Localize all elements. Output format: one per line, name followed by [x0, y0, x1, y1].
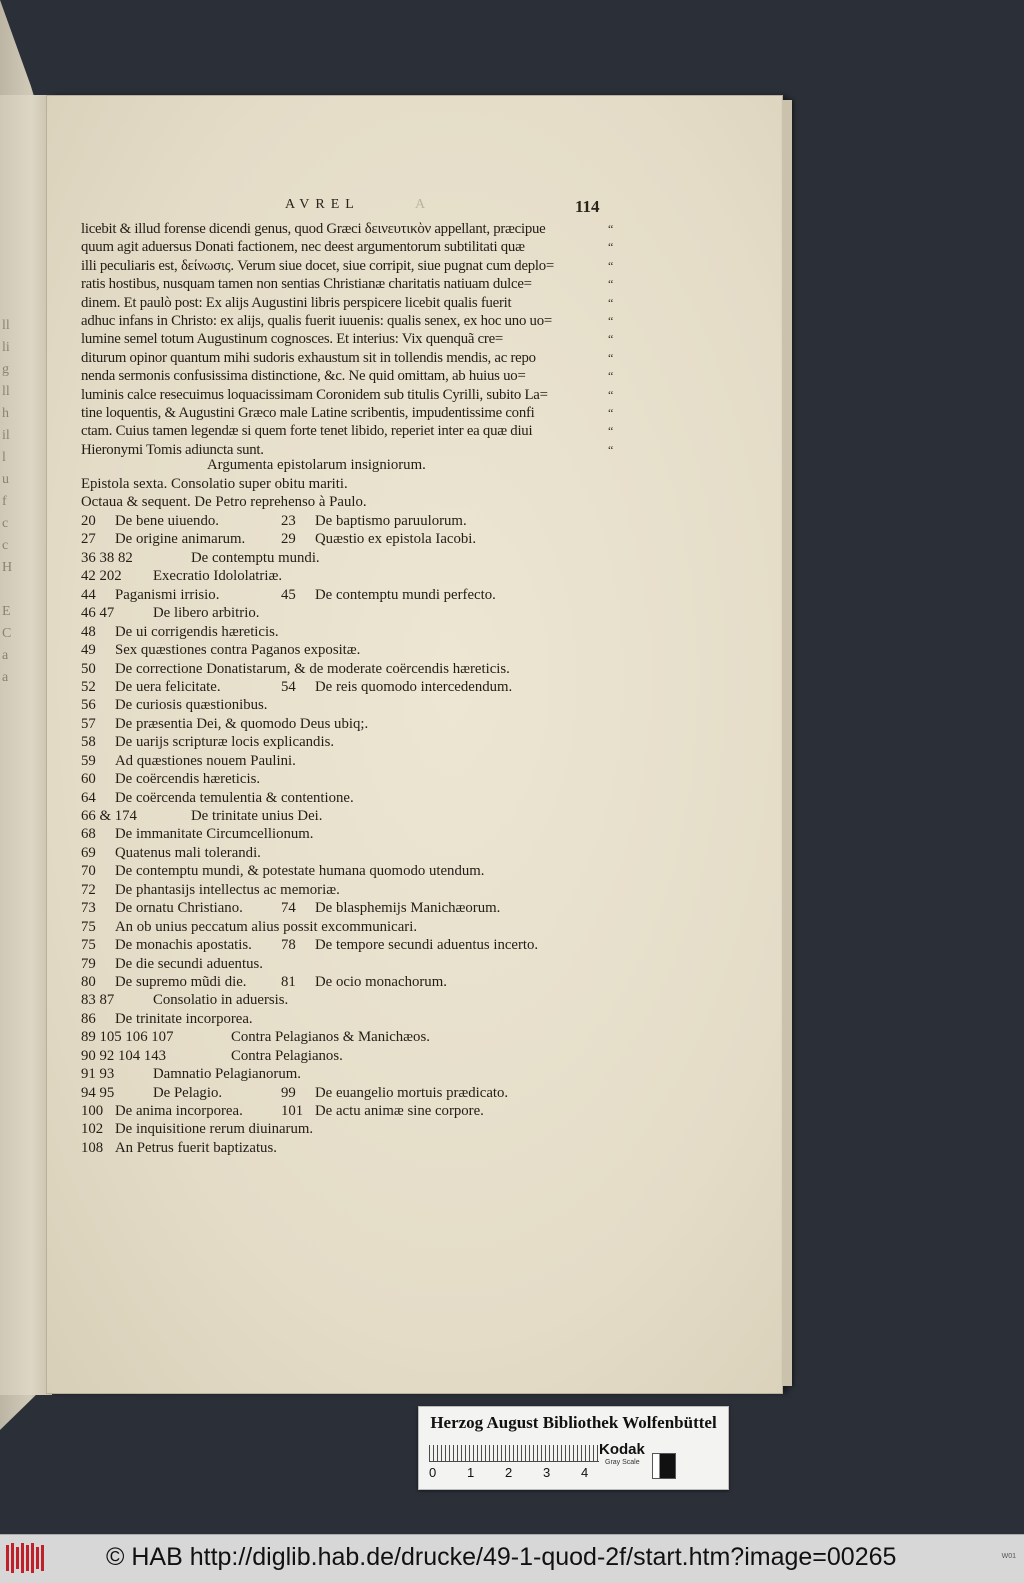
list-item [81, 604, 621, 622]
epistle-number: 75 [81, 937, 96, 954]
list-item [81, 567, 621, 585]
quotation-mark: “ [608, 222, 614, 236]
list-item [81, 660, 621, 678]
ruler-label: 2 [505, 1465, 513, 1480]
list-item [81, 715, 621, 733]
paragraph-line: tine loquentis, & Augustini Græco male Latine scribentis, impudentissime confi [81, 404, 535, 421]
epistle-topic: De actu animæ sine corpore. [315, 1103, 484, 1119]
quotation-mark: “ [608, 369, 614, 384]
epistle-topic: De trinitate incorporea. [115, 1010, 253, 1027]
epistle-number: 49 [81, 642, 96, 659]
list-item [81, 696, 621, 714]
gray-swatch [652, 1453, 676, 1479]
quotation-mark: “ [608, 350, 614, 365]
epistle-topic: Contra Pelagianos. [231, 1047, 343, 1064]
epistle-topic: Ad quæstiones nouem Paulini. [115, 752, 296, 769]
quotation-mark: “ [608, 332, 614, 347]
epistle-number: 20 [81, 513, 96, 529]
epistle-number: 46 47 [81, 605, 115, 622]
hab-logo-icon [4, 1541, 46, 1575]
epistle-topic: De contemptu mundi. [191, 549, 320, 566]
epistle-topic: De anima incorporea. [115, 1103, 243, 1119]
epistle-topic: De coërcendis hæreticis. [115, 771, 261, 788]
epistle-topic: Contra Pelagianos & Manichæos. [231, 1029, 430, 1046]
epistle-topic: De origine animarum. [115, 531, 246, 548]
list-item [81, 899, 621, 917]
paragraph-line: luminis calce resecuimus loquacissimam Coronidem sub titulis Cyrilli, subito La= [81, 386, 548, 403]
page-number: 114 [575, 197, 600, 216]
quotation-mark: “ [608, 240, 614, 255]
epistle-number: 99 [281, 1084, 296, 1101]
epistle-number: 83 87 [81, 992, 115, 1009]
color-calibration-target [418, 1406, 729, 1490]
arguments-heading: Argumenta epistolarum insigniorum. [207, 457, 426, 473]
epistle-number: 66 & 174 [81, 808, 137, 824]
epistle-number: 108 [81, 1139, 104, 1156]
epistle-topic: De uarijs scripturæ locis explicandis. [115, 734, 335, 751]
epistle-argument-list [81, 512, 621, 1157]
epistle-number: 89 105 106 107 [81, 1029, 174, 1046]
list-item [81, 1065, 621, 1083]
epistle-number: 58 [81, 734, 96, 751]
epistle-number: 100 [81, 1103, 104, 1119]
paragraph-line: illi peculiaris est, δείνωσις. Verum siue docet, siue corripit, siue pugnat cum deplo= [81, 257, 555, 274]
ruler-label: 4 [581, 1465, 589, 1480]
quoted-paragraph [81, 220, 621, 459]
paragraph-line: dinem. Et paulò post: Ex alijs Augustini libris perspicere licebit qualis fuerit [81, 294, 512, 311]
footer-small-mark: W01 [1001, 1553, 1016, 1560]
epistle-topic: De contemptu mundi, & potestate humana quomodo utendum. [115, 863, 485, 880]
epistle-number: 44 [81, 586, 96, 603]
epistle-number: 73 [81, 900, 96, 917]
epistle-topic: De inquisitione rerum diuinarum. [115, 1121, 314, 1138]
epistle-topic: De baptismo paruulorum. [315, 513, 467, 529]
list-item [81, 807, 621, 825]
paragraph-line: Hieronymi Tomis adiuncta sunt. [81, 441, 264, 458]
paragraph-line: quum agit aduersus Donati factionem, nec deest argumentorum subtilitati quæ [81, 239, 525, 256]
epistle-topic: Execratio Idololatriæ. [153, 568, 283, 585]
epistle-number: 102 [81, 1121, 104, 1138]
epistle-topic: De curiosis quæstionibus. [115, 697, 268, 714]
paragraph-line: ratis hostibus, nusquam tamen non sentias Christianæ charitatis natiuam dulce= [81, 276, 532, 293]
quotation-mark: “ [608, 313, 614, 328]
epistle-number: 60 [81, 771, 96, 788]
epistle-number: 57 [81, 715, 96, 732]
paragraph-line: nenda sermonis confusissima distinctione, &c. Ne quid omittam, ab huius uo= [81, 368, 526, 385]
epistle-topic: De uera felicitate. [115, 678, 221, 695]
book-page [47, 96, 782, 1393]
epistle-number: 50 [81, 660, 96, 677]
list-item [81, 991, 621, 1009]
citation-url[interactable]: © HAB http://diglib.hab.de/drucke/49-1-quod-2f/start.htm?image=00265 [106, 1543, 897, 1571]
epistle-topic: De coërcenda temulentia & contentione. [115, 789, 354, 806]
list-item [81, 955, 621, 973]
intro-line: Octaua & sequent. De Petro reprehenso à Paulo. [81, 494, 367, 511]
quotation-mark: “ [608, 295, 614, 310]
list-item [81, 1102, 621, 1120]
epistle-number: 42 202 [81, 568, 122, 585]
epistle-number: 69 [81, 844, 96, 861]
ruler-label: 1 [467, 1465, 475, 1480]
list-item [81, 1084, 621, 1102]
quotation-mark: “ [608, 387, 614, 402]
epistle-number: 75 [81, 918, 96, 935]
paragraph-line: licebit & illud forense dicendi genus, quod Græci δεινευτικὸν appellant, præcipue [81, 221, 546, 237]
epistle-number: 52 [81, 678, 96, 695]
ruler-label: 3 [543, 1465, 551, 1480]
epistle-number: 27 [81, 531, 96, 548]
epistle-number: 29 [281, 531, 296, 548]
previous-page [0, 95, 52, 1395]
arguments-intro [81, 475, 367, 512]
epistle-topic: Quæstio ex epistola Iacobi. [315, 531, 477, 548]
epistle-topic: De monachis apostatis. [115, 937, 252, 954]
epistle-topic: An ob unius peccatum alius possit excommunicari. [115, 918, 418, 935]
previous-page-text-fragment: ll li g ll h il l u f c c H E C a a [2, 318, 13, 685]
epistle-topic: De die secundi aduentus. [115, 955, 263, 972]
epistle-number: 74 [281, 900, 296, 917]
kodak-logo: Kodak [599, 1441, 645, 1458]
epistle-number: 80 [81, 973, 96, 990]
quotation-mark: “ [608, 258, 614, 273]
list-item [81, 549, 621, 567]
running-header [47, 197, 782, 217]
list-item [81, 641, 621, 659]
epistle-topic: De libero arbitrio. [153, 605, 260, 622]
epistle-number: 79 [81, 955, 96, 972]
list-item [81, 918, 621, 936]
list-item [81, 1010, 621, 1028]
epistle-number: 64 [81, 789, 96, 806]
epistle-number: 56 [81, 697, 96, 714]
epistle-topic: Consolatio in aduersis. [153, 992, 289, 1009]
quotation-marks-column [608, 220, 622, 459]
ruler-label: 0 [429, 1465, 437, 1480]
footer-bar [0, 1534, 1024, 1583]
gray-scale-label: Gray Scale [605, 1459, 640, 1466]
epistle-topic: De bene uiuendo. [115, 513, 219, 529]
epistle-topic: Paganismi irrisio. [115, 586, 220, 603]
epistle-topic: De contemptu mundi perfecto. [315, 586, 496, 603]
epistle-number: 23 [281, 513, 296, 529]
epistle-topic: De blasphemijs Manichæorum. [315, 900, 501, 917]
running-title: AVREL [285, 197, 360, 212]
quotation-mark: “ [608, 424, 614, 439]
epistle-number: 90 92 104 143 [81, 1047, 167, 1064]
epistle-topic: De Pelagio. [153, 1084, 223, 1101]
list-item [81, 1120, 621, 1138]
epistle-topic: De euangelio mortuis prædicato. [315, 1084, 509, 1101]
list-item [81, 825, 621, 843]
list-item [81, 844, 621, 862]
epistle-topic: De ui corrigendis hæreticis. [115, 623, 279, 640]
epistle-topic: De reis quomodo intercedendum. [315, 678, 513, 695]
quotation-mark: “ [608, 405, 614, 420]
epistle-number: 54 [281, 678, 296, 695]
epistle-number: 81 [281, 973, 296, 990]
list-item [81, 752, 621, 770]
epistle-topic: De phantasijs intellectus ac memoriæ. [115, 881, 340, 898]
epistle-topic: De supremo mũdi die. [115, 973, 247, 990]
epistle-number: 68 [81, 826, 96, 843]
running-title-showthrough: A [415, 197, 426, 212]
epistle-topic: De ocio monachorum. [315, 973, 447, 990]
list-item [81, 733, 621, 751]
list-item [81, 973, 621, 991]
epistle-topic: De ornatu Christiano. [115, 900, 243, 917]
list-item [81, 789, 621, 807]
epistle-number: 86 [81, 1010, 96, 1027]
list-item [81, 1028, 621, 1046]
epistle-topic: De correctione Donatistarum, & de moderate coërcendis hæreticis. [115, 660, 510, 677]
epistle-number: 70 [81, 863, 96, 880]
quotation-mark: “ [608, 277, 614, 292]
epistle-topic: De præsentia Dei, & quomodo Deus ubiq;. [115, 715, 369, 732]
list-item [81, 770, 621, 788]
list-item [81, 1139, 621, 1157]
epistle-topic: An Petrus fuerit baptizatus. [115, 1139, 277, 1156]
list-item [81, 623, 621, 641]
list-item [81, 1047, 621, 1065]
list-item [81, 678, 621, 696]
epistle-topic: De trinitate unius Dei. [191, 808, 323, 824]
intro-line: Epistola sexta. Consolatio super obitu mariti. [81, 476, 348, 492]
library-name: Herzog August Bibliothek Wolfenbüttel [430, 1413, 717, 1432]
epistle-number: 72 [81, 881, 96, 898]
epistle-topic: Quatenus mali tolerandi. [115, 844, 261, 861]
list-item [81, 881, 621, 899]
epistle-number: 45 [281, 586, 296, 603]
epistle-number: 59 [81, 752, 96, 769]
epistle-number: 91 93 [81, 1066, 115, 1083]
page-edge [782, 100, 792, 1386]
epistle-number: 48 [81, 623, 96, 640]
paragraph-line: lumine semel totum Augustinum cognosces. Et interius: Vix quenquã cre= [81, 331, 504, 348]
paragraph-line: ctam. Cuius tamen legendæ si quem forte tenet libido, reperiet inter ea quæ diui [81, 423, 533, 440]
epistle-number: 94 95 [81, 1084, 115, 1101]
list-item [81, 512, 621, 530]
list-item [81, 586, 621, 604]
list-item [81, 936, 621, 954]
paragraph-line: diturum opinor quantum mihi sudoris exhaustum sit in tollendis mendis, ac repo [81, 349, 536, 366]
list-item [81, 530, 621, 548]
epistle-topic: Sex quæstiones contra Paganos expositæ. [115, 642, 361, 659]
epistle-topic: De tempore secundi aduentus incerto. [315, 937, 539, 954]
epistle-number: 36 38 82 [81, 549, 133, 566]
epistle-number: 78 [281, 937, 296, 954]
epistle-topic: De immanitate Circumcellionum. [115, 826, 314, 843]
epistle-topic: Damnatio Pelagianorum. [153, 1066, 301, 1083]
scale-ruler [429, 1445, 599, 1462]
epistle-number: 101 [281, 1103, 304, 1119]
list-item [81, 862, 621, 880]
quotation-mark: “ [608, 442, 614, 457]
paragraph-line: adhuc infans in Christo: ex alijs, qualis fuerit iuuenis: qualis senex, ex hoc uno uo= [81, 312, 552, 329]
